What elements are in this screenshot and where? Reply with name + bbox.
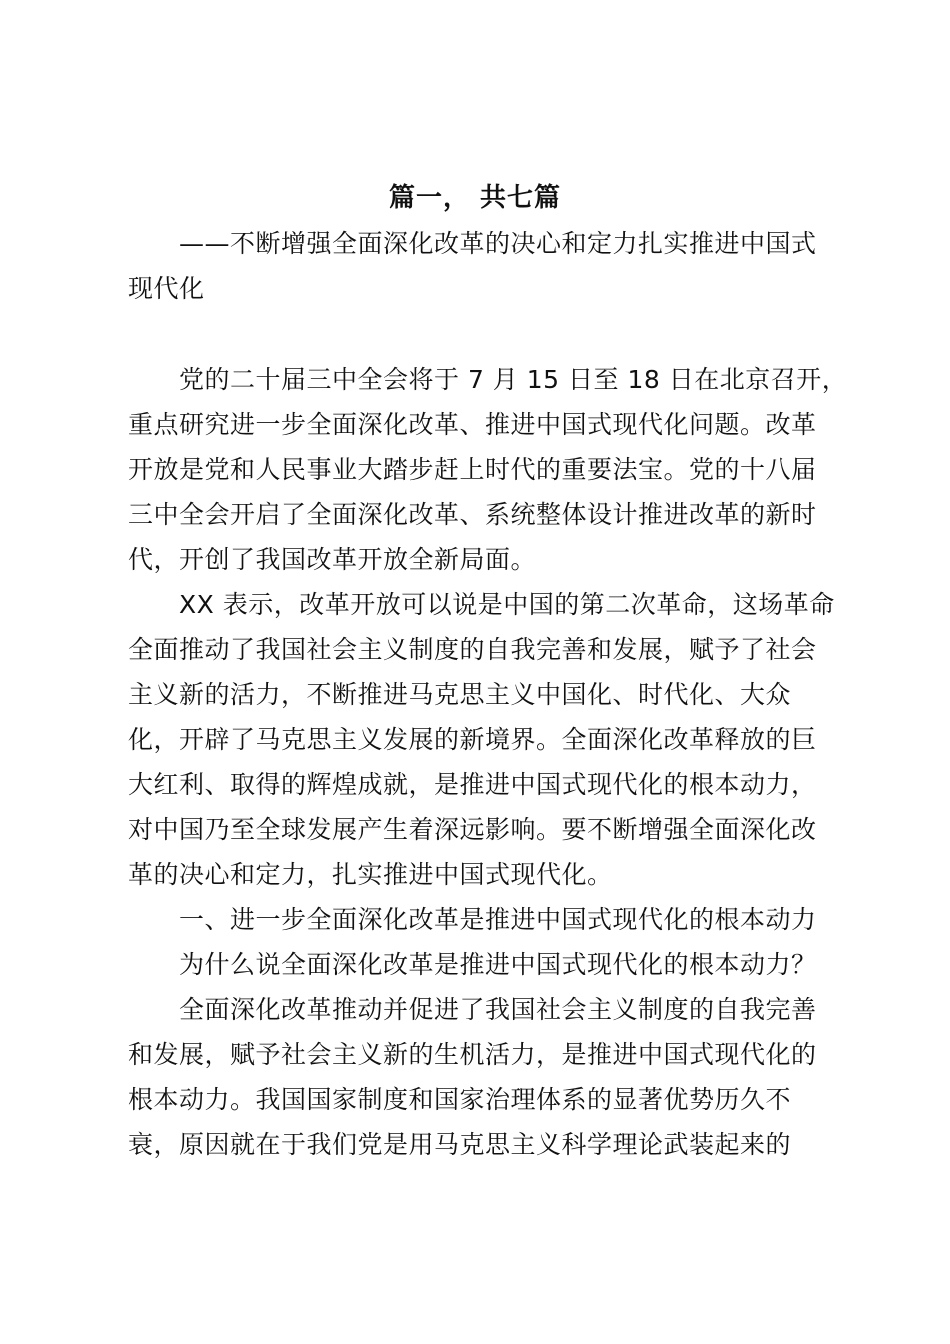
body-line: 全面推动了我国社会主义制度的自我完善和发展，赋予了社会 (128, 635, 817, 664)
body-line: 开放是党和人民事业大踏步赶上时代的重要法宝。党的十八届 (128, 455, 817, 484)
body-line: 化，开辟了马克思主义发展的新境界。全面深化改革释放的巨 (128, 725, 817, 754)
body-line: 主义新的活力，不断推进马克思主义中国化、时代化、大众 (128, 680, 792, 709)
body-line: 衰，原因就在于我们党是用马克思主义科学理论武装起来的 (128, 1130, 792, 1159)
section-heading: 一、进一步全面深化改革是推进中国式现代化的根本动力 (128, 905, 817, 934)
body-line: 全面深化改革推动并促进了我国社会主义制度的自我完善 (128, 995, 817, 1024)
body-line: 三中全会开启了全面深化改革、系统整体设计推进改革的新时 (128, 500, 817, 529)
subtitle-block (128, 221, 828, 311)
document-title: 篇一， 共七篇 (388, 183, 562, 213)
body-line: 革的决心和定力，扎实推进中国式现代化。 (128, 860, 613, 889)
body-text (128, 357, 848, 1167)
subtitle-line: ——不断增强全面深化改革的决心和定力扎实推进中国式 (128, 229, 817, 258)
body-line: 重点研究进一步全面深化改革、推进中国式现代化问题。改革 (128, 410, 817, 439)
body-line: 根本动力。我国国家制度和国家治理体系的显著优势历久不 (128, 1085, 792, 1114)
body-line: 为什么说全面深化改革是推进中国式现代化的根本动力？ (128, 950, 817, 979)
body-line: XX 表示，改革开放可以说是中国的第二次革命，这场革命 (128, 590, 835, 619)
subtitle-line: 现代化 (128, 274, 205, 303)
body-line: 和发展，赋予社会主义新的生机活力，是推进中国式现代化的 (128, 1040, 817, 1069)
body-line: 代，开创了我国改革开放全新局面。 (128, 545, 537, 574)
body-line: 党的二十届三中全会将于 7 月 15 日至 18 日在北京召开， (128, 365, 848, 394)
body-line: 对中国乃至全球发展产生着深远影响。要不断增强全面深化改 (128, 815, 817, 844)
body-line: 大红利、取得的辉煌成就，是推进中国式现代化的根本动力， (128, 770, 817, 799)
